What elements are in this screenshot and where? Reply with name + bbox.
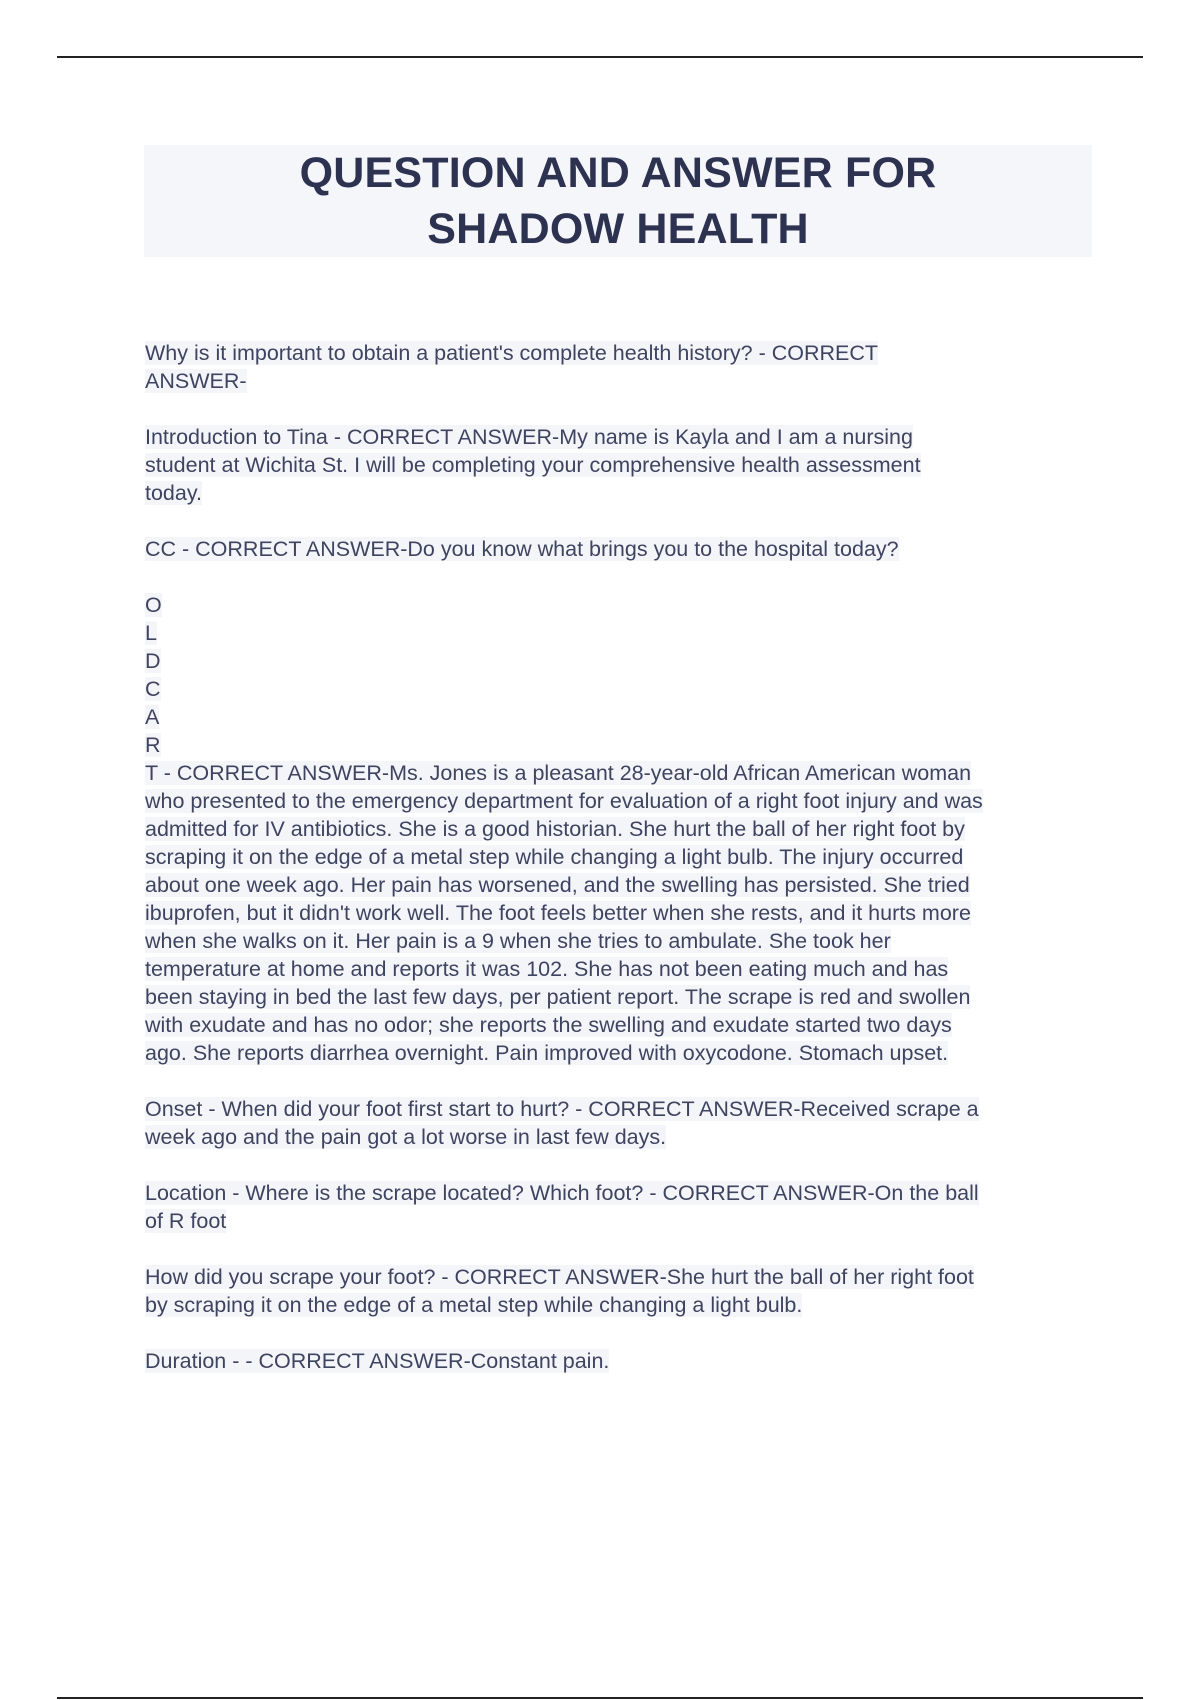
- qa-item-text: O L D C A R T - CORRECT ANSWER-Ms. Jones is a pleasant 28-year-old African American woman who presented to the emergency department for evaluation of a right foot injury and was admitted for IV antibiotics. She is a good historian. She hurt the ball of her right foot by scraping it on the edge of a metal step while changing a light bulb. The injury occurred about one week ago. Her pain has worsened, and the swelling has persisted. She tried ibuprofen, but it didn't work well. The foot feels better when she rests, and it hurts more when she walks on it. Her pain is a 9 when she tries to ambulate. She took her temperature at home and reports it was 102. She has not been eating much and has been staying in bed the last few days, per patient report. The scrape is red and swollen with exudate and has no odor; she reports the swelling and exudate started two days ago. She reports diarrhea overnight. Pain improved with oxycodone. Stomach upset.: [145, 593, 983, 1065]
- title-block: [144, 145, 1092, 257]
- qa-item-how-scrape: [145, 1263, 1090, 1319]
- qa-item-chief-complaint: [145, 535, 1090, 563]
- title-line-1: QUESTION AND ANSWER FOR: [299, 149, 937, 197]
- qa-item-text: Duration - - CORRECT ANSWER-Constant pain.: [145, 1349, 610, 1373]
- qa-content: [145, 339, 1090, 1403]
- qa-item-introduction: [145, 423, 1090, 507]
- qa-item-location: [145, 1179, 1090, 1235]
- header-rule: [57, 56, 1143, 58]
- qa-item-text: Why is it important to obtain a patient's complete health history? - CORRECT ANSWER-: [145, 341, 879, 393]
- qa-item-oldcart: [145, 591, 1090, 1067]
- qa-item-text: Introduction to Tina - CORRECT ANSWER-My name is Kayla and I am a nursing student at Wichita St. I will be completing your comprehensive health assessment today.: [145, 425, 921, 505]
- qa-item-duration: [145, 1347, 1090, 1375]
- qa-item-text: Onset - When did your foot first start to hurt? - CORRECT ANSWER-Received scrape a week ago and the pain got a lot worse in last few days.: [145, 1097, 979, 1149]
- qa-item-onset: [145, 1095, 1090, 1151]
- qa-item-text: How did you scrape your foot? - CORRECT ANSWER-She hurt the ball of her right foot by scraping it on the edge of a metal step while changing a light bulb.: [145, 1265, 974, 1317]
- footer-rule: [57, 1697, 1143, 1699]
- qa-item-text: Location - Where is the scrape located? Which foot? - CORRECT ANSWER-On the ball of R foot: [145, 1181, 979, 1233]
- qa-item-why-history: [145, 339, 1090, 395]
- title-line-2: SHADOW HEALTH: [427, 205, 809, 253]
- qa-item-text: CC - CORRECT ANSWER-Do you know what brings you to the hospital today?: [145, 537, 899, 561]
